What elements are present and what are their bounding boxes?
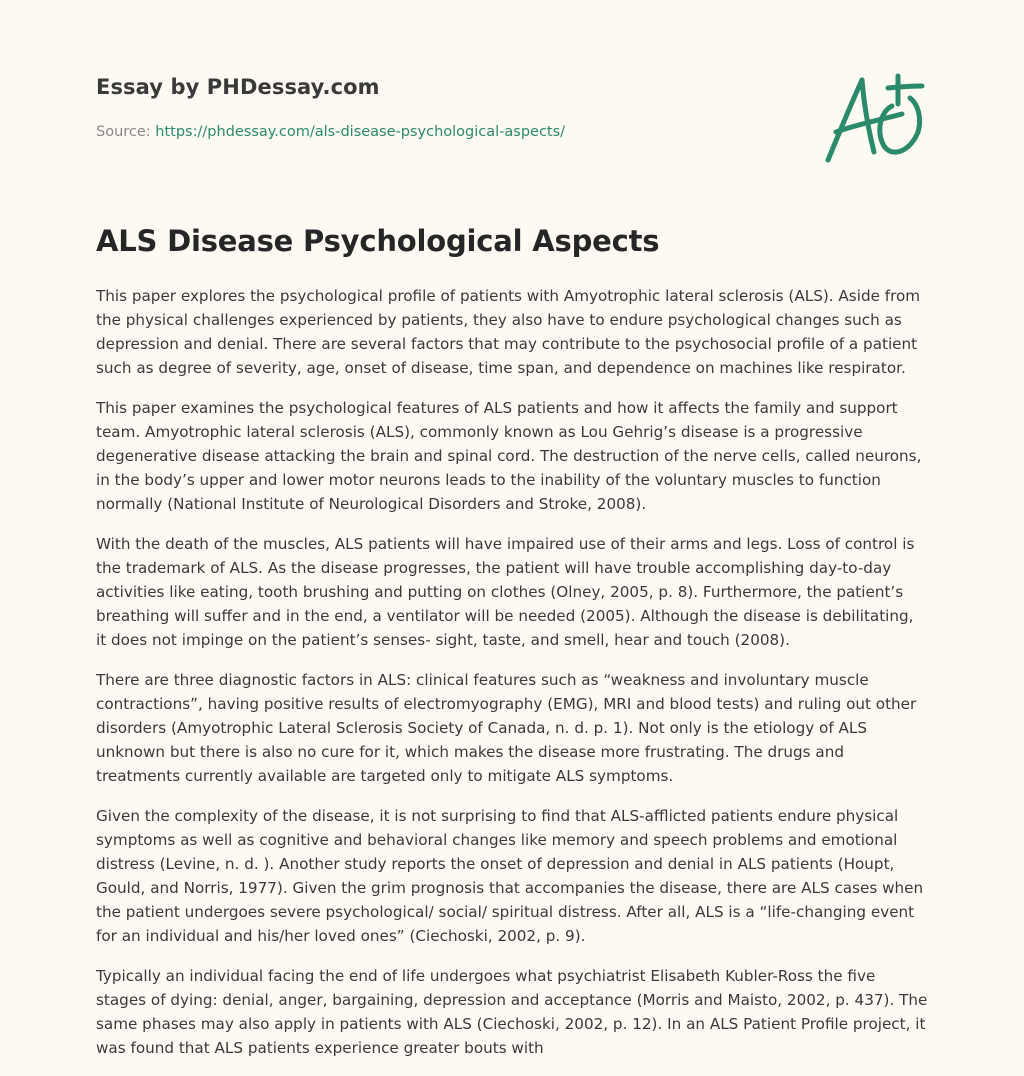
source-label: Source: xyxy=(96,124,151,140)
essay-paragraph: This paper examines the psychological features of ALS patients and how it affects the family and support team. Amyotrophic lateral sclerosis (ALS), commonly known as Lou Gehrig’s disease is a progressive degenerative disease attacking the brain and spinal cord. The destruction of the nerve cells, called neurons, in the body’s upper and lower motor neurons leads to the inability of the voluntary muscles to function normally (National Institute of Neurological Disorders and Stroke, 2008). xyxy=(96,399,922,513)
source-line xyxy=(96,124,565,140)
essay-paragraph: Given the complexity of the disease, it is not surprising to find that ALS-afflicted patients endure physical symptoms as well as cognitive and behavioral changes like memory and speech problems and emotional distress (Levine, n. d. ). Another study reports the onset of depression and denial in ALS patients (Houpt, Gould, and Norris, 1977). Given the grim prognosis that accompanies the disease, there are ALS cases when the patient undergoes severe psychological/ social/ spiritual distress. After all, ALS is a “life-changing event for an individual and his/her loved ones” (Ciechoski, 2002, p. 9). xyxy=(96,807,924,945)
page-title: ALS Disease Psychological Aspects xyxy=(96,224,660,258)
essay-body xyxy=(96,284,928,1076)
essay-paragraph: With the death of the muscles, ALS patients will have impaired use of their arms and legs. Loss of control is the trademark of ALS. As the disease progresses, the patient will have trouble accomplishing day-to-day activities like eating, tooth brushing and putting on clothes (Olney, 2005, p. 8). Furthermore, the patient’s breathing will suffer and in the end, a ventilator will be needed (2005). Although the disease is debilitating, it does not impinge on the patient’s senses- sight, taste, and smell, hear and touch (2008). xyxy=(96,535,915,649)
essay-paragraph: There are three diagnostic factors in ALS: clinical features such as “weakness and involuntary muscle contractions”, having positive results of electromyography (EMG), MRI and blood tests) and ruling out other disorders (Amyotrophic Lateral Sclerosis Society of Canada, n. d. p. 1). Not only is the etiology of ALS unknown but there is also no cure for it, which makes the disease more frustrating. The drugs and treatments currently available are targeted only to mitigate ALS symptoms. xyxy=(96,671,917,785)
essay-paragraph: This paper explores the psychological profile of patients with Amyotrophic lateral sclerosis (ALS). Aside from the physical challenges experienced by patients, they also have to endure psychological changes such as depression and denial. There are several factors that may contribute to the psychosocial profile of a patient such as degree of severity, age, onset of disease, time span, and dependence on machines like respirator. xyxy=(96,287,921,377)
a-plus-logo-icon xyxy=(818,66,930,166)
essay-paragraph: Typically an individual facing the end of life undergoes what psychiatrist Elisabeth Kubler-Ross the five stages of dying: denial, anger, bargaining, depression and acceptance (Morris and Maisto, 2002, p. 437). The same phases may also apply in patients with ALS (Ciechoski, 2002, p. 12). In an ALS Patient Profile project, it was found that ALS patients experience greater bouts with xyxy=(96,967,928,1057)
source-link[interactable]: https://phdessay.com/als-disease-psychological-aspects/ xyxy=(155,124,566,140)
site-brand: Essay by PHDessay.com xyxy=(96,75,380,99)
